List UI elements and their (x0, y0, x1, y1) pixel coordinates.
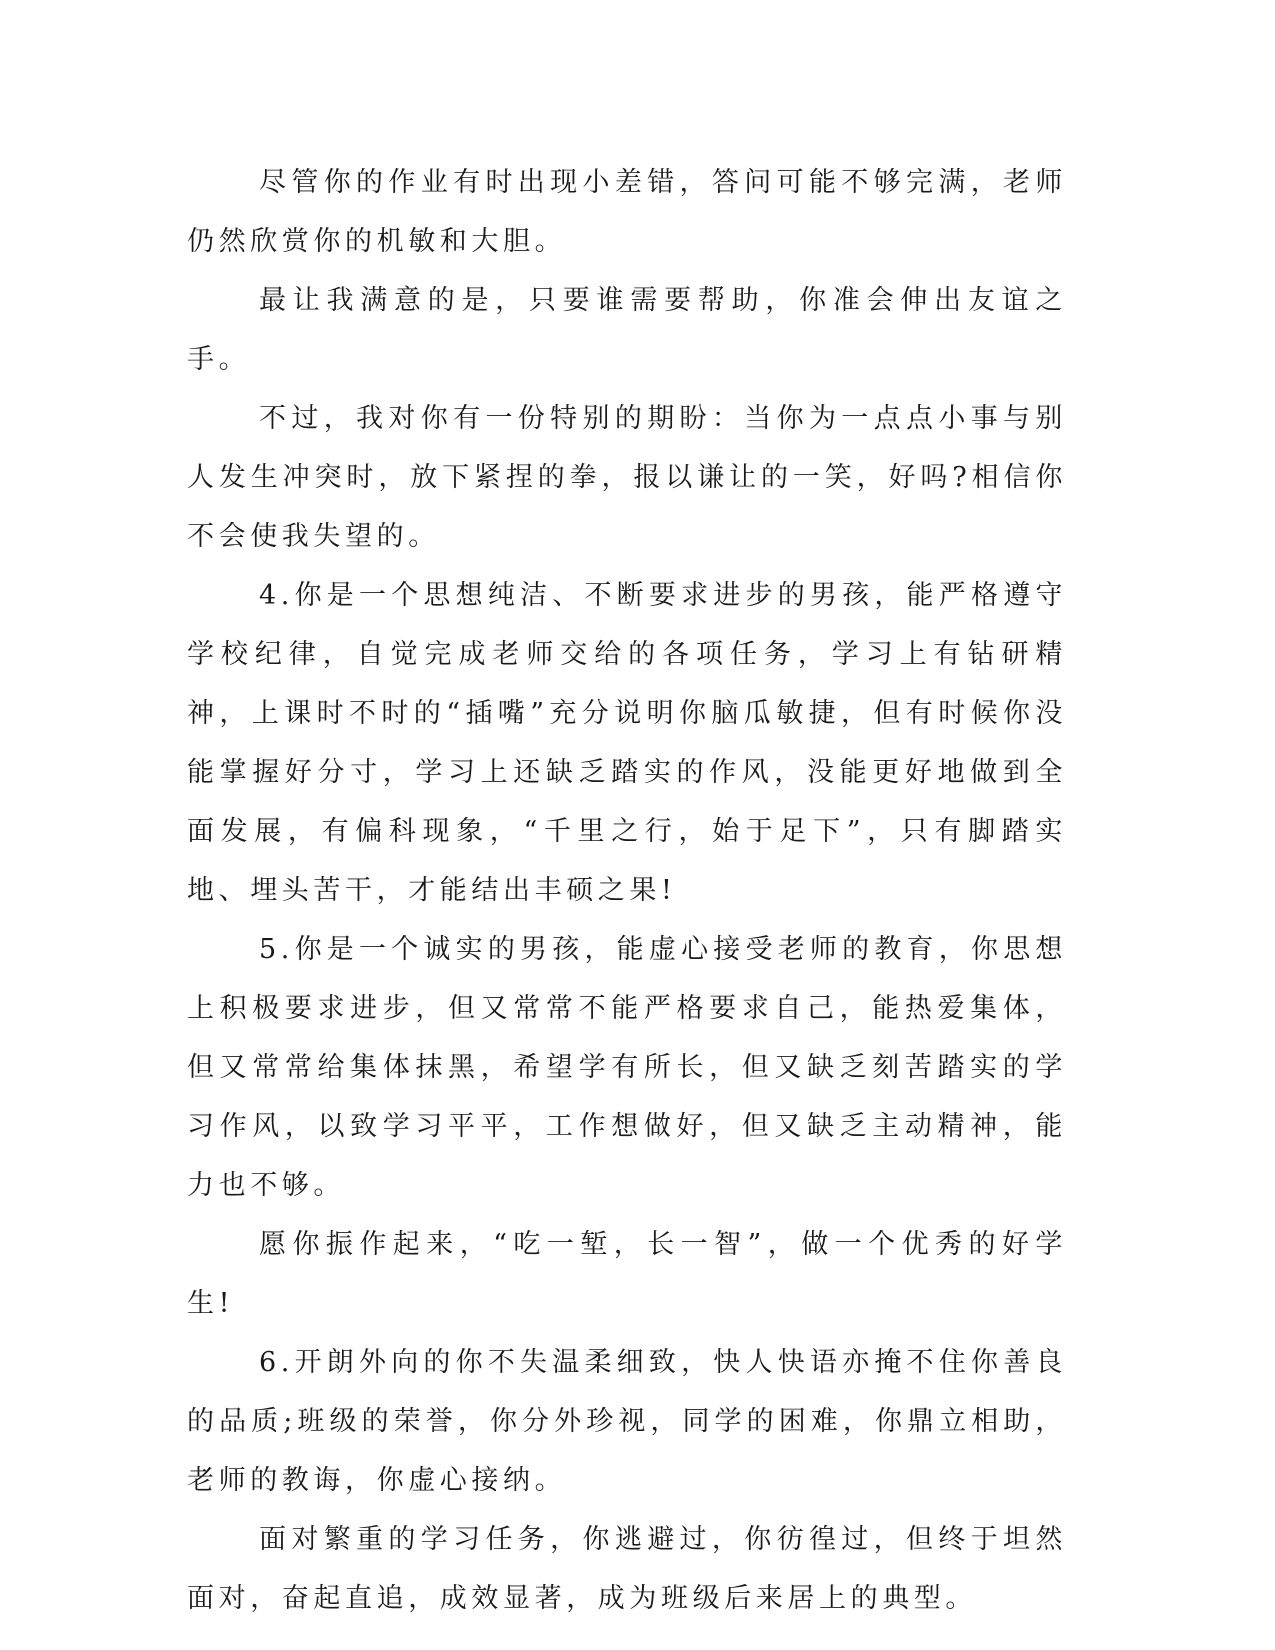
paragraph-8: 面对繁重的学习任务，你逃避过，你彷徨过，但终于坦然面对，奋起直追，成效显著，成为班级后来居上的典型。 (187, 1524, 1067, 1614)
paragraph-6: 愿你振作起来，“吃一堑，长一智”，做一个优秀的好学生! (187, 1229, 1067, 1319)
paragraph-2: 最让我满意的是，只要谁需要帮助，你准会伸出友谊之手。 (187, 285, 1067, 375)
paragraph-7: 6.开朗外向的你不失温柔细致，快人快语亦掩不住你善良的品质;班级的荣誉，你分外珍视，同学的困难，你鼎立相助，老师的教诲，你虚心接纳。 (187, 1347, 1067, 1496)
paragraph-1: 尽管你的作业有时出现小差错，答问可能不够完满，老师仍然欣赏你的机敏和大胆。 (187, 167, 1067, 257)
paragraph-3: 不过，我对你有一份特别的期盼：当你为一点点小事与别人发生冲突时，放下紧捏的拳，报以谦让的一笑，好吗?相信你不会使我失望的。 (187, 403, 1067, 552)
paragraph-5: 5.你是一个诚实的男孩，能虚心接受老师的教育，你思想上积极要求进步，但又常常不能严格要求自己，能热爱集体，但又常常给集体抹黑，希望学有所长，但又缺乏刻苦踏实的学习作风，以致学习平平，工作想做好，但又缺乏主动精神，能力也不够。 (187, 934, 1067, 1201)
paragraph-4: 4.你是一个思想纯洁、不断要求进步的男孩，能严格遵守学校纪律，自觉完成老师交给的各项任务，学习上有钻研精神，上课时不时的“插嘴”充分说明你脑瓜敏捷，但有时候你没能掌握好分寸，学习上还缺乏踏实的作风，没能更好地做到全面发展，有偏科现象，“千里之行，始于足下”，只有脚踏实地、埋头苦干，才能结出丰硕之果! (187, 580, 1067, 906)
document-body (187, 153, 1067, 1628)
